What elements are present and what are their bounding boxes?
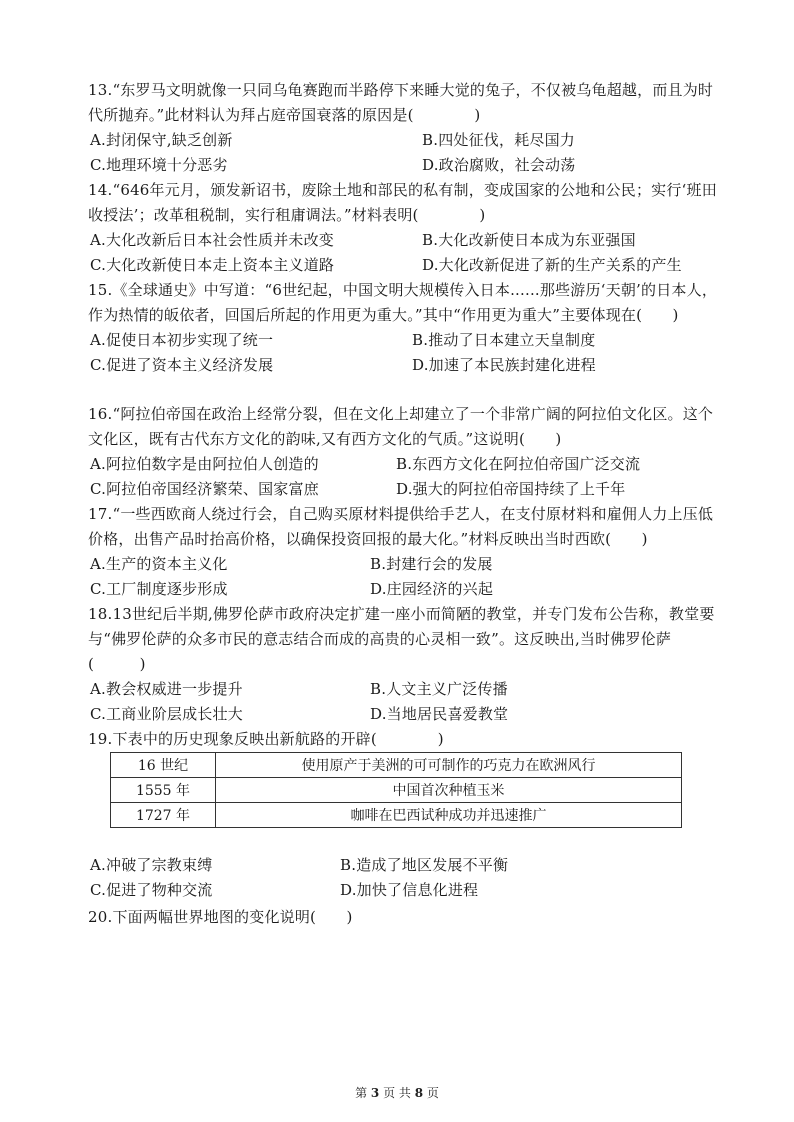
option-list xyxy=(88,228,728,278)
table-cell-time: 16 世纪 xyxy=(111,753,216,778)
question-18 xyxy=(88,602,728,727)
option-b[interactable]: B.四处征伐，耗尽国力 xyxy=(422,131,575,149)
option-a[interactable]: A.封闭保守,缺乏创新 xyxy=(90,131,233,149)
question-19 xyxy=(88,727,728,752)
option-b[interactable]: B.封建行会的发展 xyxy=(370,555,493,573)
option-b[interactable]: B.造成了地区发展不平衡 xyxy=(340,856,509,874)
table-cell-time: 1727 年 xyxy=(111,803,216,828)
option-list xyxy=(88,853,728,903)
option-b[interactable]: B.东西方文化在阿拉伯帝国广泛交流 xyxy=(396,455,641,473)
option-d[interactable]: D.庄园经济的兴起 xyxy=(370,580,494,598)
option-d[interactable]: D.加快了信息化进程 xyxy=(340,881,479,899)
question-stem: 17.“一些西欧商人绕过行会，自己购买原材料提供给手艺人，在支付原材料和雇佣人力上压低价格，出售产品时抬高价格，以确保投资回报的最大化。”材料反映出当时西欧( ) xyxy=(88,505,714,548)
history-table xyxy=(110,752,682,828)
option-d[interactable]: D.大化改新促进了新的生产关系的产生 xyxy=(422,256,682,274)
question-stem: 14.“646年元月，颁发新诏书，废除土地和部民的私有制，变成国家的公地和公民；实行‘班田收授法’；改革租税制，实行租庸调法。”材料表明( ) xyxy=(88,181,717,224)
table-cell-event: 中国首次种植玉米 xyxy=(216,778,682,803)
option-list xyxy=(88,552,728,602)
question-20 xyxy=(88,905,728,930)
option-d[interactable]: D.政治腐败，社会动荡 xyxy=(422,156,576,174)
option-d[interactable]: D.加速了本民族封建化进程 xyxy=(412,356,596,374)
question-19-options xyxy=(88,853,728,903)
table-row xyxy=(111,778,682,803)
option-a[interactable]: A.促使日本初步实现了统一 xyxy=(90,331,274,349)
option-c[interactable]: C.地理环境十分恶劣 xyxy=(90,156,228,174)
option-list xyxy=(88,328,728,378)
table-cell-event: 使用原产于美洲的可可制作的巧克力在欧洲风行 xyxy=(216,753,682,778)
option-d[interactable]: D.当地居民喜爱教堂 xyxy=(370,705,509,723)
question-15 xyxy=(88,278,728,378)
option-c[interactable]: C.促进了物种交流 xyxy=(90,881,213,899)
table-cell-event: 咖啡在巴西试种成功并迅速推广 xyxy=(216,803,682,828)
question-16 xyxy=(88,402,728,502)
option-b[interactable]: B.推动了日本建立天皇制度 xyxy=(412,331,596,349)
question-17 xyxy=(88,502,728,602)
option-a[interactable]: A.阿拉伯数字是由阿拉伯人创造的 xyxy=(90,455,319,473)
table-cell-time: 1555 年 xyxy=(111,778,216,803)
option-a[interactable]: A.生产的资本主义化 xyxy=(90,555,228,573)
footer-text: 页 xyxy=(423,1086,439,1100)
question-stem: 19.下表中的历史现象反映出新航路的开辟( ) xyxy=(88,730,444,748)
footer-text: 页 共 xyxy=(379,1086,415,1100)
page-footer xyxy=(0,1084,794,1101)
table-row xyxy=(111,803,682,828)
option-list xyxy=(88,677,728,727)
option-c[interactable]: C.促进了资本主义经济发展 xyxy=(90,356,274,374)
question-14 xyxy=(88,178,728,278)
question-stem: 18.13世纪后半期,佛罗伦萨市政府决定扩建一座小而简陋的教堂，并专门发布公告称，教堂要与“佛罗伦萨的众多市民的意志结合而成的高贵的心灵相一致”。这反映出,当时佛罗伦萨( ) xyxy=(88,605,715,673)
option-a[interactable]: A.大化改新后日本社会性质并未改变 xyxy=(90,231,335,249)
question-stem: 16.“阿拉伯帝国在政治上经常分裂，但在文化上却建立了一个非常广阔的阿拉伯文化区。这个文化区，既有古代东方文化的韵味,又有西方文化的气质。”这说明( ) xyxy=(88,405,714,448)
option-b[interactable]: B.人文主义广泛传播 xyxy=(370,680,508,698)
question-stem: 15.《全球通史》中写道：“6世纪起，中国文明大规模传入日本......那些游历‘天朝’的日本人，作为热情的皈依者，回国后所起的作用更为重大。”其中“作用更为重大”主要体现在( ) xyxy=(88,281,718,324)
footer-text: 第 xyxy=(355,1086,371,1100)
option-d[interactable]: D.强大的阿拉伯帝国持续了上千年 xyxy=(396,480,626,498)
question-13 xyxy=(88,78,728,178)
option-c[interactable]: C.大化改新使日本走上资本主义道路 xyxy=(90,256,335,274)
option-c[interactable]: C.阿拉伯帝国经济繁荣、国家富庶 xyxy=(90,480,319,498)
option-a[interactable]: A.教会权威进一步提升 xyxy=(90,680,243,698)
current-page-number: 3 xyxy=(370,1086,380,1100)
option-list xyxy=(88,452,728,502)
option-a[interactable]: A.冲破了宗教束缚 xyxy=(90,856,213,874)
question-stem: 13.“东罗马文明就像一只同乌龟赛跑而半路停下来睡大觉的兔子，不仅被乌龟超越，而且为时代所抛弃。”此材料认为拜占庭帝国衰落的原因是( ) xyxy=(88,81,714,124)
table-row xyxy=(111,753,682,778)
option-c[interactable]: C.工商业阶层成长壮大 xyxy=(90,705,243,723)
question-stem: 20.下面两幅世界地图的变化说明( ) xyxy=(88,908,353,926)
option-b[interactable]: B.大化改新使日本成为东亚强国 xyxy=(422,231,636,249)
total-page-number: 8 xyxy=(414,1086,424,1100)
option-c[interactable]: C.工厂制度逐步形成 xyxy=(90,580,228,598)
option-list xyxy=(88,128,728,178)
